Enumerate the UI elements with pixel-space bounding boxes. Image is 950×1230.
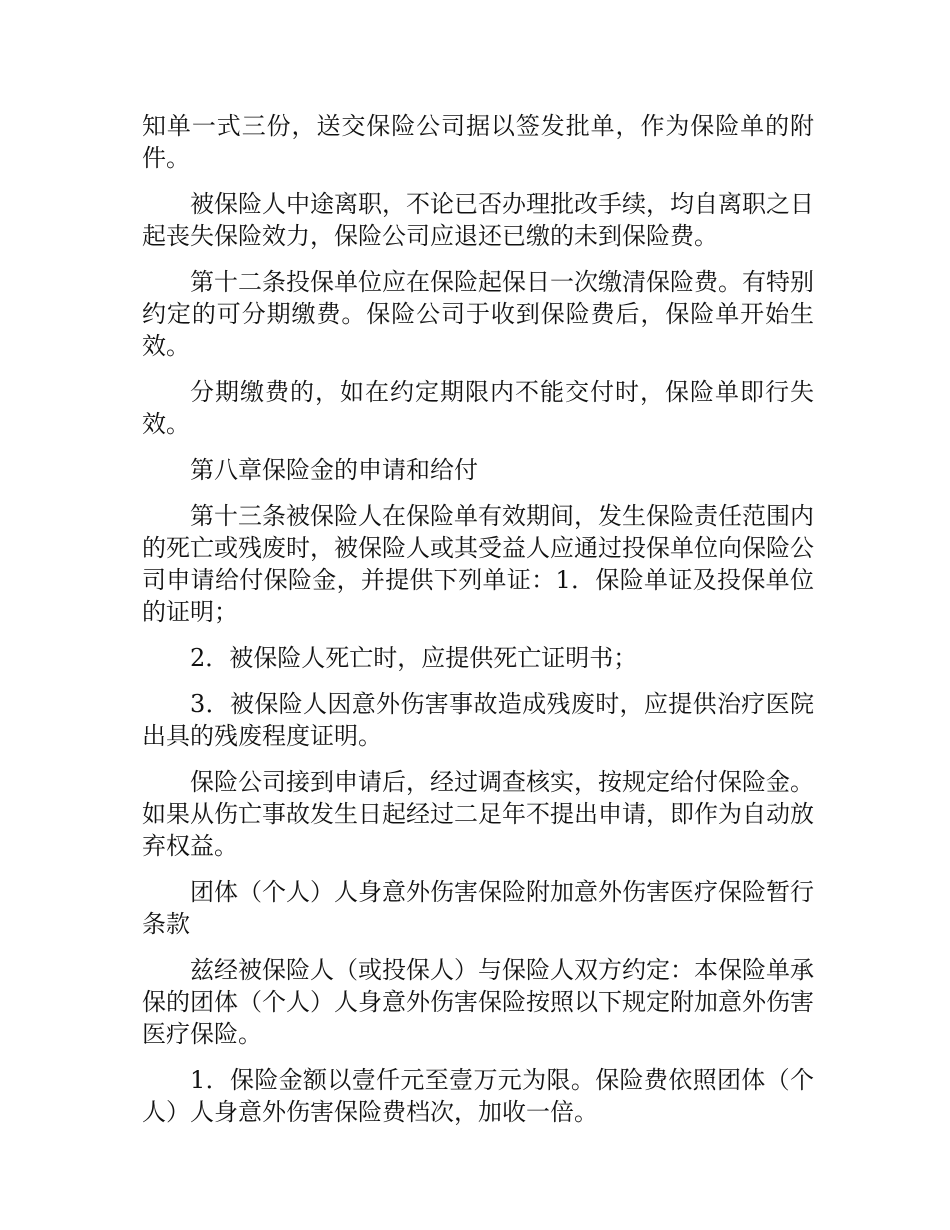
paragraph-item-3: 3．被保险人因意外伤害事故造成残废时，应提供治疗医院出具的残废程度证明。 bbox=[142, 690, 814, 750]
paragraph-sum-insured: 1．保险金额以壹仟元至壹万元为限。保险费依照团体（个人）人身意外伤害保险费档次，加收一倍。 bbox=[142, 1066, 814, 1126]
paragraph-article-13: 第十三条被保险人在保险单有效期间，发生保险责任范围内的死亡或残废时，被保险人或其受益人应通过投保单位向保险公司申请给付保险金，并提供下列单证：1．保险单证及投保单位的证明； bbox=[142, 502, 814, 626]
paragraph-verification: 保险公司接到申请后，经过调查核实，按规定给付保险金。如果从伤亡事故发生日起经过二足年不提出申请，即作为自动放弃权益。 bbox=[142, 768, 814, 860]
paragraph-resignation: 被保险人中途离职，不论已否办理批改手续，均自离职之日起丧失保险效力，保险公司应退还已缴的未到保险费。 bbox=[142, 190, 814, 250]
clause-title: 团体（个人）人身意外伤害保险附加意外伤害医疗保险暂行条款 bbox=[142, 878, 814, 938]
document-page bbox=[142, 110, 814, 1142]
paragraph-installments: 分期缴费的，如在约定期限内不能交付时，保险单即行失效。 bbox=[142, 378, 814, 438]
paragraph-continuation: 知单一式三份，送交保险公司据以签发批单，作为保险单的附件。 bbox=[142, 112, 814, 172]
paragraph-article-12: 第十二条投保单位应在保险起保日一次缴清保险费。有特别约定的可分期缴费。保险公司于收到保险费后，保险单开始生效。 bbox=[142, 268, 814, 360]
paragraph-item-2: 2．被保险人死亡时，应提供死亡证明书； bbox=[190, 644, 638, 672]
chapter-heading: 第八章保险金的申请和给付 bbox=[190, 456, 478, 484]
paragraph-agreement: 兹经被保险人（或投保人）与保险人双方约定：本保险单承保的团体（个人）人身意外伤害保险按照以下规定附加意外伤害医疗保险。 bbox=[142, 956, 814, 1048]
